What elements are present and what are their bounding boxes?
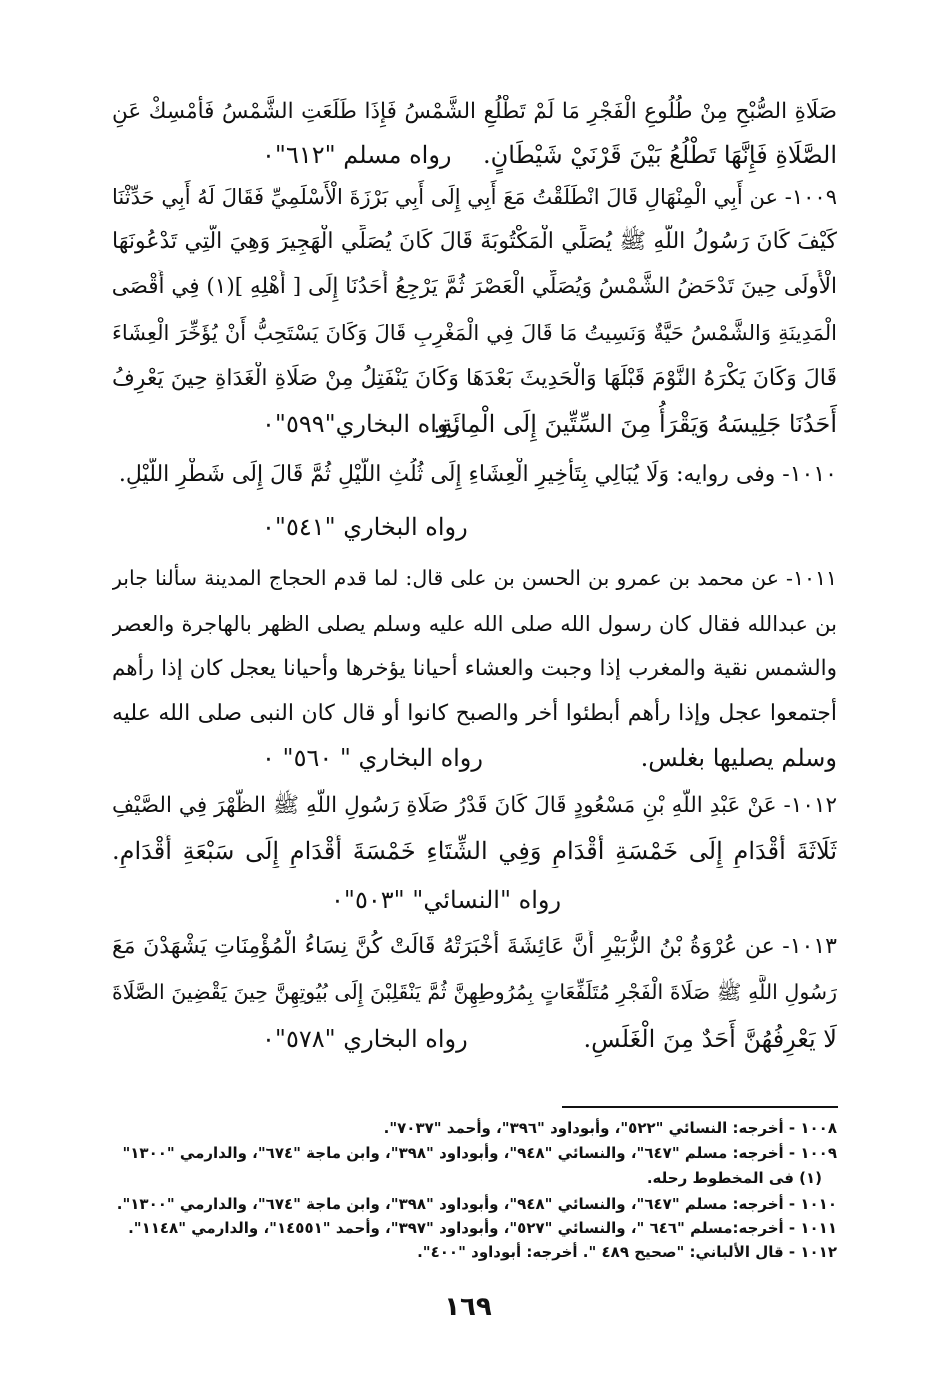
hadith-1008-line-1: صَلَاةِ الصُّبْحِ مِنْ طُلُوعِ الْفَجْرِ مَا لَمْ تَطْلُعِ الشَّمْسُ فَإِذَا طَلَعَتِ الشَّمْسُ فَأَمْسِكْ عَنِ bbox=[112, 99, 837, 124]
hadith-reference: رواه البخاري"٥٩٩"٠ bbox=[262, 410, 461, 438]
hadith-1009-line-4: الْمَدِينَةِ وَالشَّمْسُ حَيَّةٌ وَنَسِيتُ مَا قَالَ فِي الْمَغْرِبِ قَالَ وَكَانَ يَسْتَحِبُّ أَنْ يُؤَخِّرَ الْعِشَاءَ bbox=[112, 321, 837, 345]
footnote-1009: ١٠٠٩ - أخرجه: مسلم "٦٤٧"، والنسائي "٩٤٨"، وأبوداود "٣٩٨"، وابن ماجة "٦٧٤"، والدارمي "١٣٠٠" bbox=[122, 1144, 837, 1162]
footnote-separator bbox=[562, 1106, 838, 1108]
hadith-1011-line-1: ١٠١١- عن محمد بن عمرو بن الحسن بن على قال: لما قدم الحجاج المدينة سألنا جابر bbox=[112, 566, 837, 590]
hadith-1009-line-3: الْأُولَى حِينَ تَدْحَضُ الشَّمْسُ وَيُصَلِّي الْعَصْرَ ثُمَّ يَرْجِعُ أَحَدُنَا إِلَى [ أَهْلِهِ ](١) فِي أَقْصَى bbox=[112, 274, 837, 299]
hadith-1011-line-5 bbox=[112, 741, 837, 775]
hadith-text: الصَّلَاةِ فَإِنَّهَا تَطْلُعُ بَيْنَ قَرْنَيْ شَيْطَانٍ. bbox=[483, 141, 837, 169]
hadith-1011-line-4: أجتمعوا عجل وإذا رأهم أبطئوا أخر والصبح كانوا أو قال كان النبى صلى الله عليه bbox=[112, 701, 837, 726]
hadith-1009-line-1: ١٠٠٩- عن أَبِي الْمِنْهَالِ قَالَ انْطَلَقْتُ مَعَ أَبِي إِلَى أَبِي بَرْزَةَ الْأَسْلَمِيِّ فَقَالَ لَهُ أَبِي حَدِّثْنَا bbox=[112, 185, 837, 209]
hadith-1011-line-3: والشمس نقية والمغرب إذا وجبت والعشاء أحيانا يؤخرها وأحيانا يعجل كان إذا رأهم bbox=[112, 656, 837, 681]
hadith-1013-line-3 bbox=[112, 1022, 837, 1056]
hadith-1010-line-1: ١٠١٠- وفى روايه: وَلَا يُبَالِي بِتَأْخِيرِ الْعِشَاءِ إِلَى ثُلُثِ اللَّيْلِ ثُمَّ قَالَ إِلَى شَطْرِ اللَّيْلِ. bbox=[118, 462, 837, 487]
hadith-1013-line-2: رَسُولِ اللَّهِ ﷺ صَلَاةَ الْفَجْرِ مُتَلَفِّعَاتٍ بِمُرُوطِهِنَّ ثُمَّ يَنْقَلِبْنَ إِلَى بُيُوتِهِنَّ حِينَ يَقْضِينَ الصَّلَاةَ bbox=[112, 980, 837, 1004]
hadith-text: أَحَدُنَا جَلِيسَهُ وَيَقْرَأُ مِنَ السِّتِّينَ إِلَى الْمِائَةِ. bbox=[432, 410, 837, 438]
hadith-1009-line-6 bbox=[112, 407, 837, 441]
footnote-1012: ١٠١٢ - قال الألباني: "صحيح ٤٨٩ ". أخرجه: أبوداود "٤٠٠". bbox=[417, 1243, 837, 1261]
hadith-1010-reference: رواه البخاري "٥٤١"٠ bbox=[262, 513, 468, 541]
hadith-1012-line-2: ثَلَاثَةَ أَقْدَامٍ إِلَى خَمْسَةِ أَقْدَامٍ وَفِي الشِّتَاءِ خَمْسَةَ أَقْدَامٍ إِلَى سَبْعَةِ أَقْدَامٍ. bbox=[112, 837, 837, 865]
hadith-reference: رواه مسلم "٦١٢"٠ bbox=[262, 141, 452, 169]
hadith-1013-line-1: ١٠١٣- عن عُرْوَةُ بْنُ الزُّبَيْرِ أَنَّ عَائِشَةَ أَخْبَرَتْهُ قَالَتْ كُنَّ نِسَاءُ الْمُؤْمِنَاتِ يَشْهَدْنَ مَعَ bbox=[112, 934, 837, 959]
footnote-1008: ١٠٠٨ - أخرجه: النسائي "٥٢٢"، وأبوداود "٣٩٦"، وأحمد "٧٠٣٧". bbox=[383, 1119, 837, 1137]
hadith-reference: رواه البخاري " ٥٦٠" ٠ bbox=[262, 744, 483, 772]
footnote-manuscript-note: (١) فى المخطوط رحله. bbox=[646, 1169, 822, 1187]
hadith-text: وسلم يصليها بغلس. bbox=[640, 744, 837, 772]
hadith-1009-line-5: قَالَ وَكَانَ يَكْرَهُ النَّوْمَ قَبْلَهَا وَالْحَدِيثَ بَعْدَهَا وَكَانَ يَنْفَتِلُ مِنْ صَلَاةِ الْغَدَاةِ حِينَ يَعْرِفُ bbox=[112, 366, 837, 391]
hadith-1012-reference: رواه "النسائي" "٥٠٣"٠ bbox=[331, 886, 562, 914]
hadith-text: لَا يَعْرِفُهُنَّ أَحَدٌ مِنَ الْغَلَسِ. bbox=[583, 1025, 837, 1053]
hadith-1008-line-2 bbox=[112, 138, 837, 172]
hadith-1009-line-2: كَيْفَ كَانَ رَسُولُ اللَّهِ ﷺ يُصَلِّي الْمَكْتُوبَةَ قَالَ كَانَ يُصَلِّي الْهَجِيرَ وَهِيَ الَّتِي تَدْعُونَهَا bbox=[112, 229, 837, 254]
hadith-1011-line-2: بن عبدالله فقال كان رسول الله صلى الله عليه وسلم يصلى الظهر بالهاجرة والعصر bbox=[112, 612, 837, 636]
hadith-1012-line-1: ١٠١٢- عَنْ عَبْدِ اللَّهِ بْنِ مَسْعُودٍ قَالَ كَانَ قَدْرُ صَلَاةِ رَسُولِ اللَّهِ ﷺ الظُّهْرَ فِي الصَّيْفِ bbox=[112, 793, 837, 818]
hadith-reference: رواه البخاري "٥٧٨"٠ bbox=[262, 1025, 468, 1053]
page-number: ١٦٩ bbox=[444, 1292, 492, 1322]
footnote-1011: ١٠١١ - أخرجه:مسلم "٦٤٦ "، والنسائي "٥٢٧"، وأبوداود "٣٩٧"، وأحمد "١٤٥٥١"، والدارمي "١١٤٨". bbox=[128, 1219, 837, 1237]
footnote-1010: ١٠١٠ - أخرجه: مسلم "٦٤٧"، والنسائي "٩٤٨"، وأبوداود "٣٩٨"، وابن ماجة "٦٧٤"، والدارمي "١٣٠٠". bbox=[116, 1195, 837, 1213]
